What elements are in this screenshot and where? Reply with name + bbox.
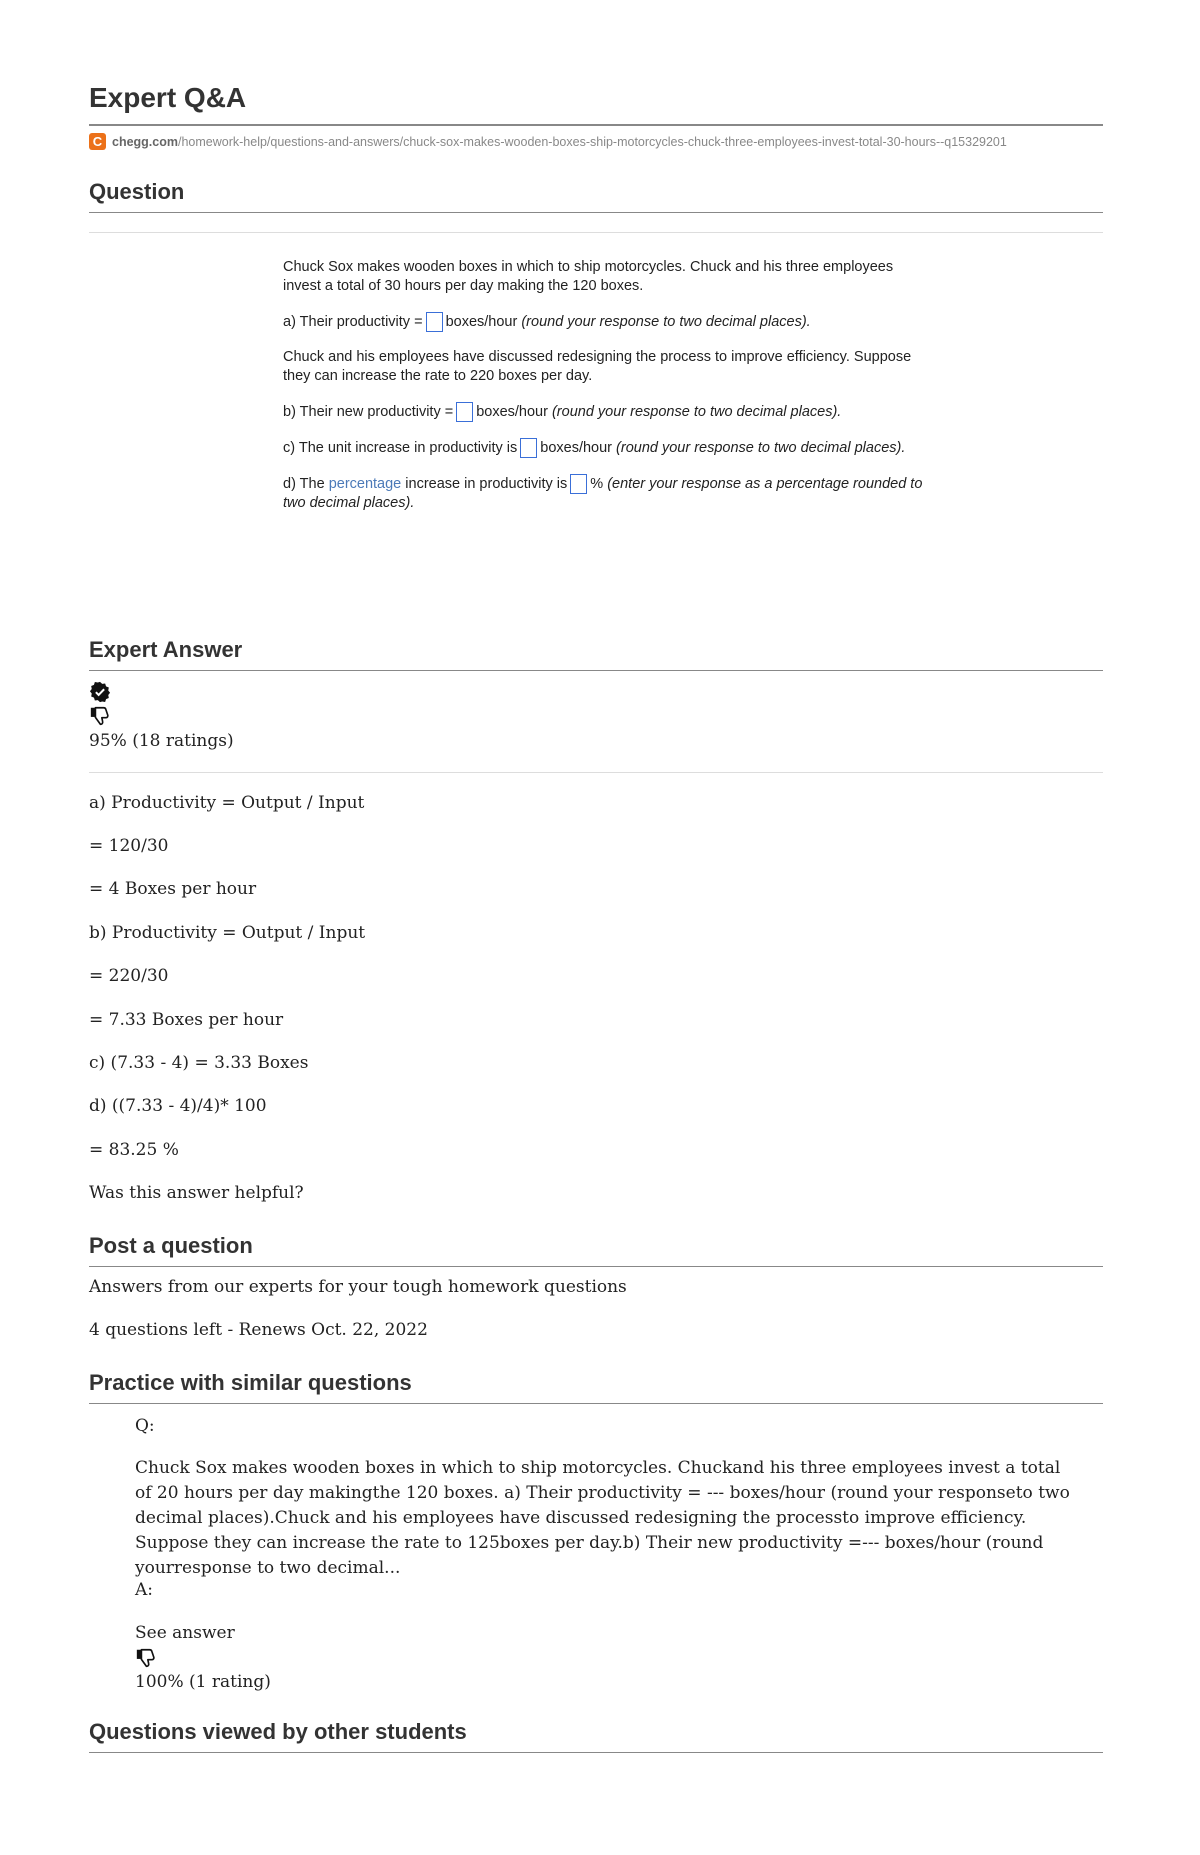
- practice-heading: Practice with similar questions: [89, 1370, 412, 1395]
- questions-remaining: 4 questions left - Renews Oct. 22, 2022: [89, 1320, 428, 1340]
- answer-rating: 95% (18 ratings): [89, 731, 234, 751]
- answer-box-a: [426, 312, 443, 332]
- practice-divider: [89, 1403, 1103, 1404]
- thumbs-down-icon[interactable]: [135, 1647, 157, 1669]
- answer-box-b: [456, 402, 473, 422]
- question-divider: [89, 212, 1103, 213]
- answer-line: a) Productivity = Output / Input: [89, 793, 365, 813]
- source-url[interactable]: [89, 133, 1007, 150]
- page-title: Expert Q&A: [89, 82, 247, 113]
- answer-box-c: [520, 438, 537, 458]
- viewed-divider: [89, 1752, 1103, 1753]
- answer-line: = 7.33 Boxes per hour: [89, 1010, 284, 1030]
- title-divider: [89, 124, 1103, 126]
- answer-box-d: [570, 474, 587, 494]
- verified-badge-icon: [89, 681, 111, 703]
- answer-line: = 220/30: [89, 966, 169, 986]
- question-part-d: d) The percentage increase in productivity is % (enter your response as a percentage rounded to two decimal places).: [283, 475, 923, 511]
- expert-answer-divider: [89, 670, 1103, 671]
- post-question-heading: Post a question: [89, 1233, 253, 1258]
- post-question-subtitle: Answers from our experts for your tough homework questions: [89, 1277, 627, 1297]
- helpful-prompt: Was this answer helpful?: [89, 1183, 304, 1203]
- practice-rating: 100% (1 rating): [135, 1672, 271, 1692]
- viewed-heading: Questions viewed by other students: [89, 1719, 467, 1744]
- answer-line: c) (7.33 - 4) = 3.33 Boxes: [89, 1053, 309, 1073]
- question-divider-light: [89, 232, 1103, 233]
- url-path: /homework-help/questions-and-answers/chuck-sox-makes-wooden-boxes-ship-motorcycles-chuck-three-employees-invest-total-30-hours--q15329201: [178, 134, 1007, 149]
- answer-line: = 83.25 %: [89, 1140, 179, 1160]
- question-part-c: c) The unit increase in productivity is boxes/hour (round your response to two decimal places).: [283, 438, 923, 458]
- answer-line: d) ((7.33 - 4)/4)* 100: [89, 1096, 267, 1116]
- expert-answer-heading: Expert Answer: [89, 637, 243, 662]
- post-question-divider: [89, 1266, 1103, 1267]
- see-answer-link[interactable]: See answer: [135, 1623, 235, 1643]
- practice-question-text: Chuck Sox makes wooden boxes in which to ship motorcycles. Chuckand his three employees invest a total of 20 hours per day makingthe 120 boxes. a) Their productivity = --- boxes/hour (round your responseto two decimal places).Chuck and his employees have discussed redesigning the processto improve efficiency. Suppose they can increase the rate to 125boxes per day.b) Their new productivity =--- boxes/hour (round yourresponse to two decimal...: [135, 1458, 1070, 1578]
- rating-divider: [89, 772, 1103, 773]
- thumbs-down-icon[interactable]: [89, 705, 111, 727]
- question-image: [283, 258, 923, 529]
- question-intro: Chuck Sox makes wooden boxes in which to ship motorcycles. Chuck and his three employees invest a total of 30 hours per day making the 120 boxes.: [283, 259, 894, 294]
- question-part-a: a) Their productivity = boxes/hour (round your response to two decimal places).: [283, 312, 923, 332]
- answer-line: = 120/30: [89, 836, 169, 856]
- chegg-logo-icon: C: [89, 133, 106, 150]
- question-heading: Question: [89, 179, 185, 204]
- answer-line: b) Productivity = Output / Input: [89, 923, 366, 943]
- practice-q-label: Q:: [135, 1416, 155, 1436]
- url-domain: chegg.com: [112, 134, 178, 149]
- question-part-b: b) Their new productivity = boxes/hour (round your response to two decimal places).: [283, 402, 923, 422]
- practice-a-label: A:: [135, 1580, 154, 1600]
- answer-line: = 4 Boxes per hour: [89, 879, 257, 899]
- question-context: Chuck and his employees have discussed redesigning the process to improve efficiency. Suppose they can increase the rate to 220 boxes per day.: [283, 349, 912, 384]
